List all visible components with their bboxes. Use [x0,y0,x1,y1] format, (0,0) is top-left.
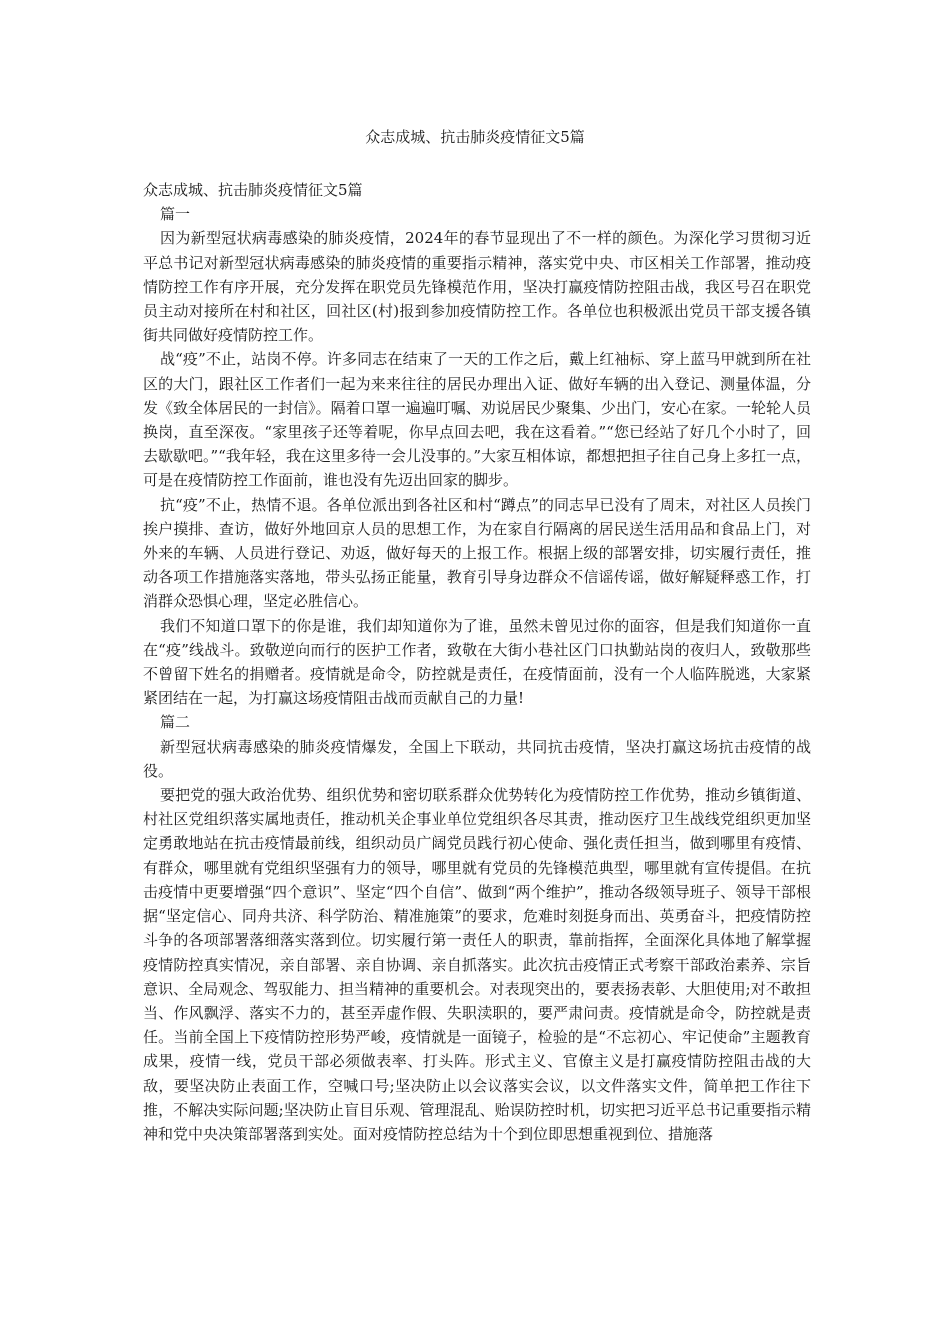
paragraph: 要把党的强大政治优势、组织优势和密切联系群众优势转化为疫情防控工作优势，推动乡镇街道、村社区党组织落实属地责任，推动机关企事业单位党组织各尽其责，推动医疗卫生战线党组织更加坚定勇敢地站在抗击疫情最前线，组织动员广阔党员践行初心使命、强化责任担当，做到哪里有疫情、有群众，哪里就有党组织坚强有力的领导，哪里就有党员的先锋模范典型，哪里就有宣传提倡。在抗击疫情中更要增强“四个意识”、坚定“四个自信”、做到“两个维护”，推动各级领导班子、领导干部根据“坚定信心、同舟共济、科学防治、精准施策”的要求，危难时刻挺身而出、英勇奋斗，把疫情防控斗争的各项部署落细落实落到位。切实履行第一责任人的职责，靠前指挥，全面深化具体地了解掌握疫情防控真实情况，亲自部署、亲自协调、亲自抓落实。此次抗击疫情正式考察干部政治素养、宗旨意识、全局观念、驾驭能力、担当精神的重要机会。对表现突出的，要表扬表彰、大胆使用;对不敢担当、作风飘浮、落实不力的，甚至弄虚作假、失职渎职的，要严肃问责。疫情就是命令，防控就是责任。当前全国上下疫情防控形势严峻，疫情就是一面镜子，检验的是“不忘初心、牢记使命”主题教育成果，疫情一线，党员干部必须做表率、打头阵。形式主义、官僚主义是打赢疫情防控阻击战的大敌，要坚决防止表面工作，空喊口号;坚决防止以会议落实会议，以文件落实文件，简单把工作往下推，不解决实际问题;坚决防止盲目乐观、管理混乱、贻误防控时机，切实把习近平总书记重要指示精神和党中央决策部署落到实处。面对疫情防控总结为十个到位即思想重视到位、措施落 [143,786,811,1143]
document-title: 众志成城、抗击肺炎疫情征文5篇 [365,128,585,146]
paragraph: 战“疫”不止，站岗不停。许多同志在结束了一天的工作之后，戴上红袖标、穿上蓝马甲就到所在社区的大门，跟社区工作者们一起为来来往往的居民办理出入证、做好车辆的出入登记、测量体温，分发《致全体居民的一封信》。隔着口罩一遍遍叮嘱、劝说居民少聚集、少出门，安心在家。一轮轮人员换岗，直至深夜。“家里孩子还等着呢，你早点回去吧，我在这看着。”“您已经站了好几个小时了，回去歇歇吧。”“我年轻，我在这里多待一会儿没事的。”大家互相体谅，都想把担子往自己身上多扛一点，可是在疫情防控工作面前，谁也没有先迈出回家的脚步。 [143,350,812,490]
document-body [143,178,811,1146]
paragraph: 因为新型冠状病毒感染的肺炎疫情，2024年的春节显现出了不一样的颜色。为深化学习贯彻习近平总书记对新型冠状病毒感染的肺炎疫情的重要指示精神，落实党中央、市区相关工作部署，推动疫情防控工作有序开展，充分发挥在职党员先锋模范作用，坚决打赢疫情防控阻击战，我区号召在职党员主动对接所在村和社区，回社区(村)报到参加疫情防控工作。各单位也积极派出党员干部支援各镇街共同做好疫情防控工作。 [143,229,811,345]
paragraph: 我们不知道口罩下的你是谁，我们却知道你为了谁，虽然未曾见过你的面容，但是我们知道你一直在“疫”线战斗。致敬逆向而行的医护工作者，致敬在大街小巷社区门口执勤站岗的夜归人，致敬那些不曾留下姓名的捐赠者。疫情就是命令，防控就是责任，在疫情面前，没有一个人临阵脱逃，大家紧紧团结在一起，为打赢这场疫情阻击战而贡献自己的力量! [143,616,811,708]
paragraph: 新型冠状病毒感染的肺炎疫情爆发，全国上下联动，共同抗击疫情，坚决打赢这场抗击疫情的战役。 [143,737,811,780]
document-subtitle: 众志成城、抗击肺炎疫情征文5篇 [143,181,363,199]
paragraph: 抗“疫”不止，热情不退。各单位派出到各社区和村“蹲点”的同志早已没有了周末，对社区人员挨门挨户摸排、查访，做好外地回京人员的思想工作，为在家自行隔离的居民送生活用品和食品上门，对外来的车辆、人员进行登记、劝返，做好每天的上报工作。根据上级的部署安排，切实履行责任，推动各项工作措施落实落地，带头弘扬正能量，教育引导身边群众不信谣传谣，做好解疑释惑工作，打消群众恐惧心理，坚定必胜信心。 [143,495,811,611]
section-heading-2: 篇二 [160,713,191,732]
section-heading-1: 篇一 [160,205,191,224]
